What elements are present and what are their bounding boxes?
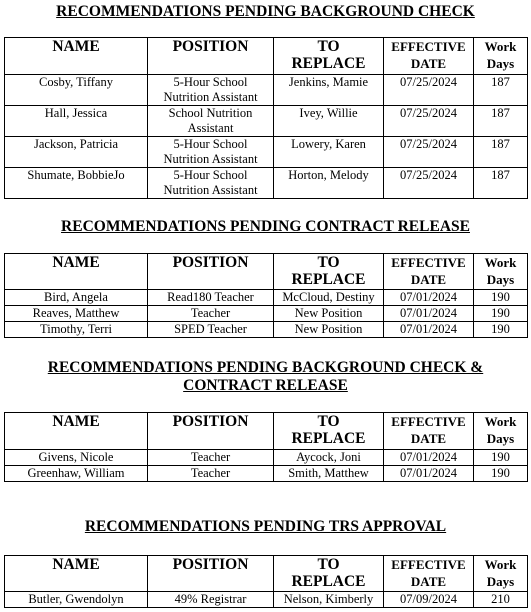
cell-to-replace: Horton, Melody: [274, 168, 384, 199]
cell-position: Teacher: [148, 466, 274, 482]
table-row: [5, 306, 528, 322]
cell-work-days: 190: [474, 450, 528, 466]
col-header-position: POSITION: [148, 413, 274, 450]
cell-effective-date: 07/01/2024: [384, 466, 474, 482]
section-heading-line-1: RECOMMENDATIONS PENDING BACKGROUND CHECK &: [47, 359, 484, 376]
cell-work-days: 190: [474, 322, 528, 338]
cell-work-days: 187: [474, 106, 528, 137]
cell-position: 49% Registrar: [148, 592, 274, 608]
cell-position: Read180 Teacher: [148, 290, 274, 306]
cell-work-days: 190: [474, 466, 528, 482]
cell-to-replace: Aycock, Joni: [274, 450, 384, 466]
cell-position: SPED Teacher: [148, 322, 274, 338]
cell-effective-date: 07/25/2024: [384, 168, 474, 199]
table-row: [5, 168, 528, 199]
cell-name: Jackson, Patricia: [5, 137, 148, 168]
cell-effective-date: 07/01/2024: [384, 450, 474, 466]
table-row: [5, 322, 528, 338]
cell-effective-date: 07/25/2024: [384, 137, 474, 168]
cell-position: Teacher: [148, 450, 274, 466]
section-heading-trs-approval: RECOMMENDATIONS PENDING TRS APPROVAL: [84, 518, 447, 535]
cell-effective-date: 07/09/2024: [384, 592, 474, 608]
cell-work-days: 187: [474, 75, 528, 106]
cell-position: School Nutrition Assistant: [148, 106, 274, 137]
col-header-name: NAME: [5, 556, 148, 592]
table-contract-release: [4, 253, 528, 338]
col-header-work-days: Work Days: [474, 254, 528, 290]
cell-to-replace: Nelson, Kimberly: [274, 592, 384, 608]
cell-to-replace: Lowery, Karen: [274, 137, 384, 168]
cell-position: Teacher: [148, 306, 274, 322]
section-heading-background-check-contract-release: [0, 359, 531, 395]
col-header-name: NAME: [5, 38, 148, 75]
cell-name: Bird, Angela: [5, 290, 148, 306]
col-header-work-days: Work Days: [474, 556, 528, 592]
cell-effective-date: 07/01/2024: [384, 306, 474, 322]
cell-name: Cosby, Tiffany: [5, 75, 148, 106]
col-header-work-days: Work Days: [474, 38, 528, 75]
section-heading-contract-release: RECOMMENDATIONS PENDING CONTRACT RELEASE: [61, 218, 470, 235]
col-header-work-days: Work Days: [474, 413, 528, 450]
table-background-check-contract-release: [4, 412, 528, 482]
cell-work-days: 190: [474, 306, 528, 322]
cell-to-replace: New Position: [274, 322, 384, 338]
cell-position: 5-Hour School Nutrition Assistant: [148, 75, 274, 106]
cell-name: Butler, Gwendolyn: [5, 592, 148, 608]
col-header-position: POSITION: [148, 38, 274, 75]
section-heading-background-check: RECOMMENDATIONS PENDING BACKGROUND CHECK: [56, 3, 475, 20]
cell-name: Shumate, BobbieJo: [5, 168, 148, 199]
col-header-position: POSITION: [148, 556, 274, 592]
col-header-position: POSITION: [148, 254, 274, 290]
cell-to-replace: Jenkins, Mamie: [274, 75, 384, 106]
col-header-effective-date: EFFECTIVE DATE: [384, 38, 474, 75]
table-row: [5, 106, 528, 137]
col-header-to-replace: TO REPLACE: [274, 254, 384, 290]
cell-work-days: 187: [474, 168, 528, 199]
col-header-to-replace: TO REPLACE: [274, 38, 384, 75]
cell-effective-date: 07/25/2024: [384, 106, 474, 137]
table-row: [5, 75, 528, 106]
cell-name: Greenhaw, William: [5, 466, 148, 482]
col-header-to-replace: TO REPLACE: [274, 556, 384, 592]
cell-name: Givens, Nicole: [5, 450, 148, 466]
cell-work-days: 190: [474, 290, 528, 306]
cell-work-days: 187: [474, 137, 528, 168]
table-row: [5, 290, 528, 306]
table-trs-approval: [4, 555, 528, 608]
cell-effective-date: 07/25/2024: [384, 75, 474, 106]
cell-to-replace: Smith, Matthew: [274, 466, 384, 482]
table-row: [5, 137, 528, 168]
col-header-name: NAME: [5, 413, 148, 450]
cell-work-days: 210: [474, 592, 528, 608]
cell-effective-date: 07/01/2024: [384, 322, 474, 338]
section-heading-line-2: CONTRACT RELEASE: [183, 377, 348, 394]
table-row: [5, 450, 528, 466]
col-header-effective-date: EFFECTIVE DATE: [384, 413, 474, 450]
table-row: [5, 592, 528, 608]
cell-effective-date: 07/01/2024: [384, 290, 474, 306]
cell-name: Reaves, Matthew: [5, 306, 148, 322]
table-background-check: [4, 37, 528, 199]
cell-name: Timothy, Terri: [5, 322, 148, 338]
col-header-effective-date: EFFECTIVE DATE: [384, 556, 474, 592]
cell-position: 5-Hour School Nutrition Assistant: [148, 137, 274, 168]
cell-position: 5-Hour School Nutrition Assistant: [148, 168, 274, 199]
col-header-effective-date: EFFECTIVE DATE: [384, 254, 474, 290]
cell-name: Hall, Jessica: [5, 106, 148, 137]
cell-to-replace: New Position: [274, 306, 384, 322]
col-header-to-replace: TO REPLACE: [274, 413, 384, 450]
table-row: [5, 466, 528, 482]
col-header-name: NAME: [5, 254, 148, 290]
cell-to-replace: Ivey, Willie: [274, 106, 384, 137]
cell-to-replace: McCloud, Destiny: [274, 290, 384, 306]
